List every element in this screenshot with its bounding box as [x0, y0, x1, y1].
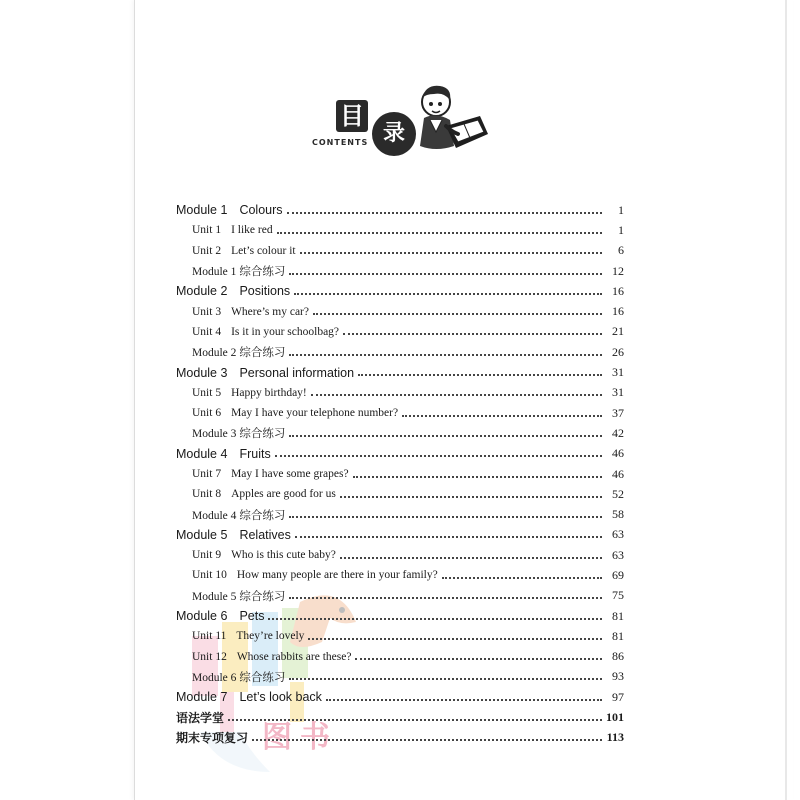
toc-entry-16: [176, 504, 624, 524]
toc-page-number: 81: [612, 628, 624, 643]
title-char-lu: 录: [372, 112, 416, 156]
toc-dot-leader: [268, 617, 602, 620]
toc-entry-number: Unit 11: [192, 630, 227, 643]
toc-dot-leader: [277, 231, 602, 234]
toc-entry-8: [176, 342, 624, 362]
toc-entry-title: Relatives: [239, 527, 291, 542]
toc-entry-title: Let’s look back: [239, 690, 322, 705]
toc-entry-title: 语法学堂: [176, 711, 225, 726]
toc-entry-19: [176, 565, 624, 585]
toc-entry-label: [192, 407, 398, 419]
toc-dot-leader: [228, 718, 602, 721]
toc-entry-title: Pets: [239, 609, 265, 624]
toc-dot-leader: [252, 738, 602, 741]
toc-entry-label: [176, 284, 290, 298]
toc-entry-label: [192, 468, 349, 480]
toc-entry-14: [176, 464, 624, 484]
toc-entry-6: [176, 301, 624, 321]
toc-page-number: 12: [612, 263, 624, 278]
toc-dot-leader: [275, 454, 602, 457]
toc-entry-26: [176, 707, 624, 727]
toc-entry-label: [192, 549, 336, 561]
toc-entry-number: Unit 6: [192, 407, 222, 420]
toc-dot-leader: [442, 576, 602, 579]
toc-page-number: 31: [612, 365, 624, 380]
reading-boy-illustration: [406, 82, 490, 156]
toc-dot-leader: [289, 434, 602, 437]
toc-entry-number: Module 3: [192, 428, 237, 441]
toc-entry-label: [192, 507, 285, 523]
toc-entry-5: [176, 281, 624, 301]
toc-page-number: 16: [612, 304, 624, 319]
toc-entry-title: 综合练习: [239, 347, 286, 360]
toc-dot-leader: [289, 596, 602, 599]
toc-entry-label: [176, 709, 224, 726]
toc-dot-leader: [353, 475, 602, 478]
toc-page-number: 75: [612, 588, 624, 603]
toc-entry-number: Module 6: [192, 671, 237, 684]
toc-page-number: 16: [612, 283, 624, 298]
toc-entry-title: 综合练习: [239, 509, 286, 522]
toc-entry-title: I like red: [231, 224, 273, 237]
toc-entry-number: Module 4: [192, 509, 237, 522]
toc-entry-label: [192, 588, 285, 604]
toc-entry-label: [192, 326, 339, 338]
toc-entry-label: [192, 263, 285, 279]
toc-dot-leader: [289, 677, 602, 680]
toc-page-number: 81: [612, 608, 624, 623]
toc-entry-title: Fruits: [239, 446, 271, 461]
toc-entry-number: Module 5: [176, 527, 228, 542]
toc-entry-title: 期末专项复习: [176, 731, 249, 746]
title-char-mu: 目: [336, 100, 368, 132]
toc-page-number: 37: [612, 405, 624, 420]
toc-entry-number: Module 2: [192, 347, 237, 360]
toc-entry-label: [192, 387, 307, 399]
table-of-contents: [176, 200, 624, 748]
toc-entry-number: Unit 7: [192, 468, 222, 480]
toc-entry-number: Unit 4: [192, 325, 222, 338]
toc-page-number: 86: [612, 649, 624, 664]
toc-dot-leader: [300, 251, 602, 254]
toc-dot-leader: [358, 373, 602, 376]
toc-entry-label: [192, 630, 304, 642]
toc-entry-10: [176, 383, 624, 403]
toc-entry-20: [176, 586, 624, 606]
toc-entry-label: [176, 528, 291, 542]
toc-dot-leader: [343, 332, 602, 335]
toc-entry-title: Personal information: [239, 365, 355, 380]
toc-page-number: 31: [612, 385, 624, 400]
toc-entry-title: Is it in your schoolbag?: [231, 325, 340, 338]
toc-dot-leader: [313, 312, 602, 315]
toc-entry-25: [176, 687, 624, 707]
toc-entry-11: [176, 403, 624, 423]
toc-entry-1: [176, 200, 624, 220]
toc-page-number: 46: [612, 446, 624, 461]
toc-entry-23: [176, 647, 624, 667]
toc-dot-leader: [308, 637, 602, 640]
toc-page-number: 113: [606, 730, 624, 745]
toc-page-number: 63: [612, 547, 624, 562]
toc-entry-title: Apples are good for us: [231, 488, 336, 501]
toc-entry-number: Unit 2: [192, 244, 222, 257]
toc-page-number: 69: [612, 567, 624, 582]
toc-entry-title: How many people are there in your family?: [236, 569, 438, 582]
toc-dot-leader: [289, 515, 602, 518]
toc-dot-leader: [289, 272, 602, 275]
toc-page-number: 42: [612, 425, 624, 440]
toc-dot-leader: [340, 495, 602, 498]
toc-page-number: 21: [612, 324, 624, 339]
toc-dot-leader: [287, 211, 602, 214]
toc-entry-number: Module 3: [176, 365, 228, 380]
toc-entry-label: [192, 344, 285, 360]
toc-entry-21: [176, 606, 624, 626]
toc-entry-title: Who is this cute baby?: [231, 549, 336, 562]
toc-entry-label: [192, 669, 285, 685]
toc-page-number: 6: [618, 243, 624, 258]
toc-entry-label: [176, 447, 271, 461]
toc-entry-number: Module 1: [176, 203, 228, 218]
toc-entry-18: [176, 545, 624, 565]
toc-entry-title: 综合练习: [239, 671, 286, 684]
toc-entry-title: May I have your telephone number?: [231, 407, 399, 420]
toc-entry-number: Unit 9: [192, 549, 222, 562]
toc-page-number: 52: [612, 486, 624, 501]
toc-entry-number: Module 7: [176, 690, 228, 705]
toc-entry-24: [176, 667, 624, 687]
toc-entry-3: [176, 241, 624, 261]
toc-entry-label: [192, 224, 273, 236]
toc-entry-number: Unit 3: [192, 305, 222, 318]
toc-entry-label: [192, 245, 296, 257]
toc-page-number: 58: [612, 507, 624, 522]
toc-entry-title: May I have some grapes?: [231, 468, 349, 480]
toc-entry-2: [176, 220, 624, 240]
toc-page-number: 46: [612, 466, 624, 481]
toc-entry-13: [176, 444, 624, 464]
toc-entry-label: [192, 425, 285, 441]
toc-entry-title: Positions: [239, 284, 291, 299]
toc-entry-label: [192, 651, 351, 663]
toc-entry-label: [192, 569, 438, 581]
watermark-text: 图书: [262, 720, 338, 755]
toc-page-number: 97: [612, 689, 624, 704]
toc-page-number: 63: [612, 527, 624, 542]
toc-entry-label: [176, 203, 283, 217]
toc-entry-12: [176, 423, 624, 443]
toc-entry-title: 综合练习: [239, 428, 286, 441]
toc-entry-27: [176, 728, 624, 748]
toc-entry-label: [192, 306, 309, 318]
toc-entry-label: [176, 609, 264, 623]
toc-dot-leader: [289, 353, 602, 356]
toc-entry-title: Happy birthday!: [231, 386, 307, 399]
toc-entry-4: [176, 261, 624, 281]
toc-entry-number: Unit 1: [192, 224, 222, 237]
toc-entry-number: Module 1: [192, 266, 237, 279]
toc-entry-title: 综合练习: [239, 590, 286, 603]
toc-dot-leader: [402, 414, 602, 417]
toc-entry-number: Unit 5: [192, 386, 222, 399]
toc-entry-number: Module 2: [176, 284, 228, 299]
toc-page-number: 26: [612, 344, 624, 359]
toc-dot-leader: [294, 292, 602, 295]
toc-entry-label: [176, 729, 248, 746]
toc-entry-title: Whose rabbits are these?: [236, 650, 352, 663]
toc-entry-title: Let’s colour it: [231, 244, 296, 257]
contents-title: [310, 86, 490, 160]
toc-entry-title: Where’s my car?: [231, 305, 309, 318]
toc-entry-17: [176, 525, 624, 545]
toc-page-number: 101: [606, 710, 624, 725]
toc-entry-number: Module 6: [176, 609, 228, 624]
toc-entry-number: Unit 8: [192, 488, 222, 501]
toc-entry-title: They’re lovely: [236, 630, 305, 643]
toc-entry-label: [192, 488, 336, 500]
toc-entry-9: [176, 362, 624, 382]
toc-dot-leader: [355, 657, 602, 660]
toc-entry-title: 综合练习: [239, 266, 286, 279]
toc-entry-15: [176, 484, 624, 504]
page-edge: [785, 0, 787, 800]
toc-entry-number: Module 5: [192, 590, 237, 603]
toc-entry-label: [176, 690, 322, 704]
toc-page-number: 1: [618, 202, 624, 217]
toc-page-number: 93: [612, 669, 624, 684]
toc-entry-7: [176, 322, 624, 342]
toc-dot-leader: [340, 556, 602, 559]
toc-entry-number: Module 4: [176, 446, 228, 461]
toc-dot-leader: [326, 698, 602, 701]
toc-entry-number: Unit 10: [192, 569, 227, 582]
contents-label: CONTENTS: [312, 138, 369, 147]
toc-dot-leader: [295, 535, 602, 538]
toc-dot-leader: [311, 393, 602, 396]
toc-entry-22: [176, 626, 624, 646]
toc-page-number: 1: [618, 222, 624, 237]
toc-entry-label: [176, 366, 354, 380]
toc-entry-title: Colours: [239, 203, 283, 218]
toc-entry-number: Unit 12: [192, 650, 227, 663]
